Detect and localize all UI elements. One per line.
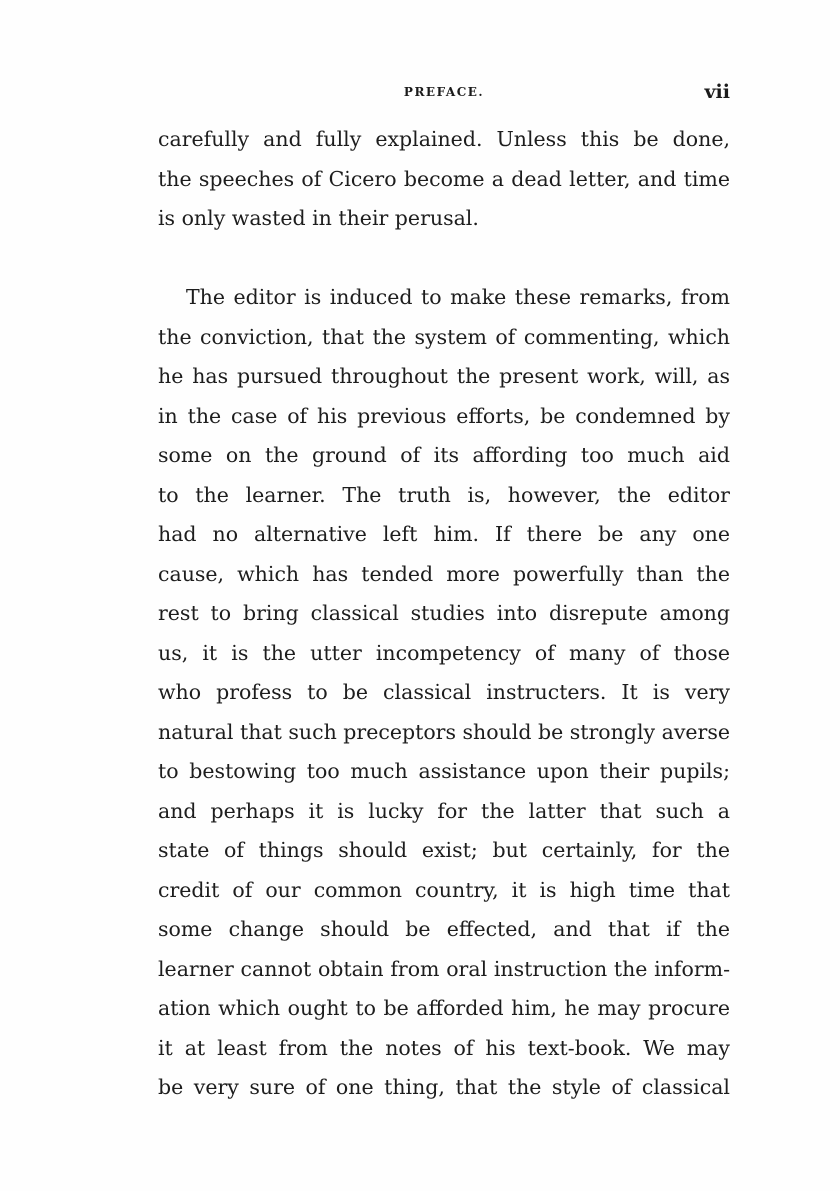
text-line: to bestowing too much assistance upon their pupils;	[158, 759, 730, 783]
text-line: credit of our common country, it is high time that	[158, 877, 730, 902]
text-line: some change should be effected, and that if the	[158, 917, 730, 941]
text-line: The editor is induced to make these remarks, from	[186, 285, 730, 309]
text-line: rest to bring classical studies into disrepute among	[158, 601, 730, 625]
text-line: and perhaps it is lucky for the latter that such a	[158, 798, 730, 823]
running-head: PREFACE.	[403, 85, 485, 99]
text-line: be very sure of one thing, that the style of classical	[158, 1075, 730, 1099]
text-line: had no alternative left him. If there be any one	[158, 522, 730, 546]
text-line: some on the ground of its affording too much aid	[158, 443, 730, 467]
text-line: learner cannot obtain from oral instruction the inform-	[158, 956, 730, 981]
text-line: the speeches of Cicero become a dead letter, and time	[158, 166, 730, 191]
text-line: it at least from the notes of his text-book. We may	[158, 1035, 730, 1060]
text-line: is only wasted in their perusal.	[158, 206, 479, 230]
text-line: carefully and fully explained. Unless this be done,	[158, 127, 730, 151]
paragraph	[158, 278, 730, 1108]
text-line: cause, which has tended more powerfully than the	[158, 561, 730, 586]
page-number: vii	[704, 81, 730, 103]
text-line: who profess to be classical instructers. It is very	[158, 680, 730, 704]
text-line: he has pursued throughout the present work, will, as	[158, 364, 730, 388]
paragraph-continuation	[158, 120, 730, 239]
paragraph-gap	[158, 239, 730, 279]
text-line: state of things should exist; but certainly, for the	[158, 838, 730, 862]
text-line: natural that such preceptors should be strongly averse	[158, 719, 731, 744]
body-text	[158, 120, 730, 1108]
text-line: ation which ought to be afforded him, he may procure	[158, 996, 730, 1020]
text-line: the conviction, that the system of commenting, which	[158, 324, 730, 349]
page-header	[158, 78, 730, 108]
text-line: to the learner. The truth is, however, the editor	[158, 482, 730, 507]
text-line: in the case of his previous efforts, be condemned by	[158, 403, 730, 428]
text-line: us, it is the utter incompetency of many of those	[158, 640, 730, 665]
